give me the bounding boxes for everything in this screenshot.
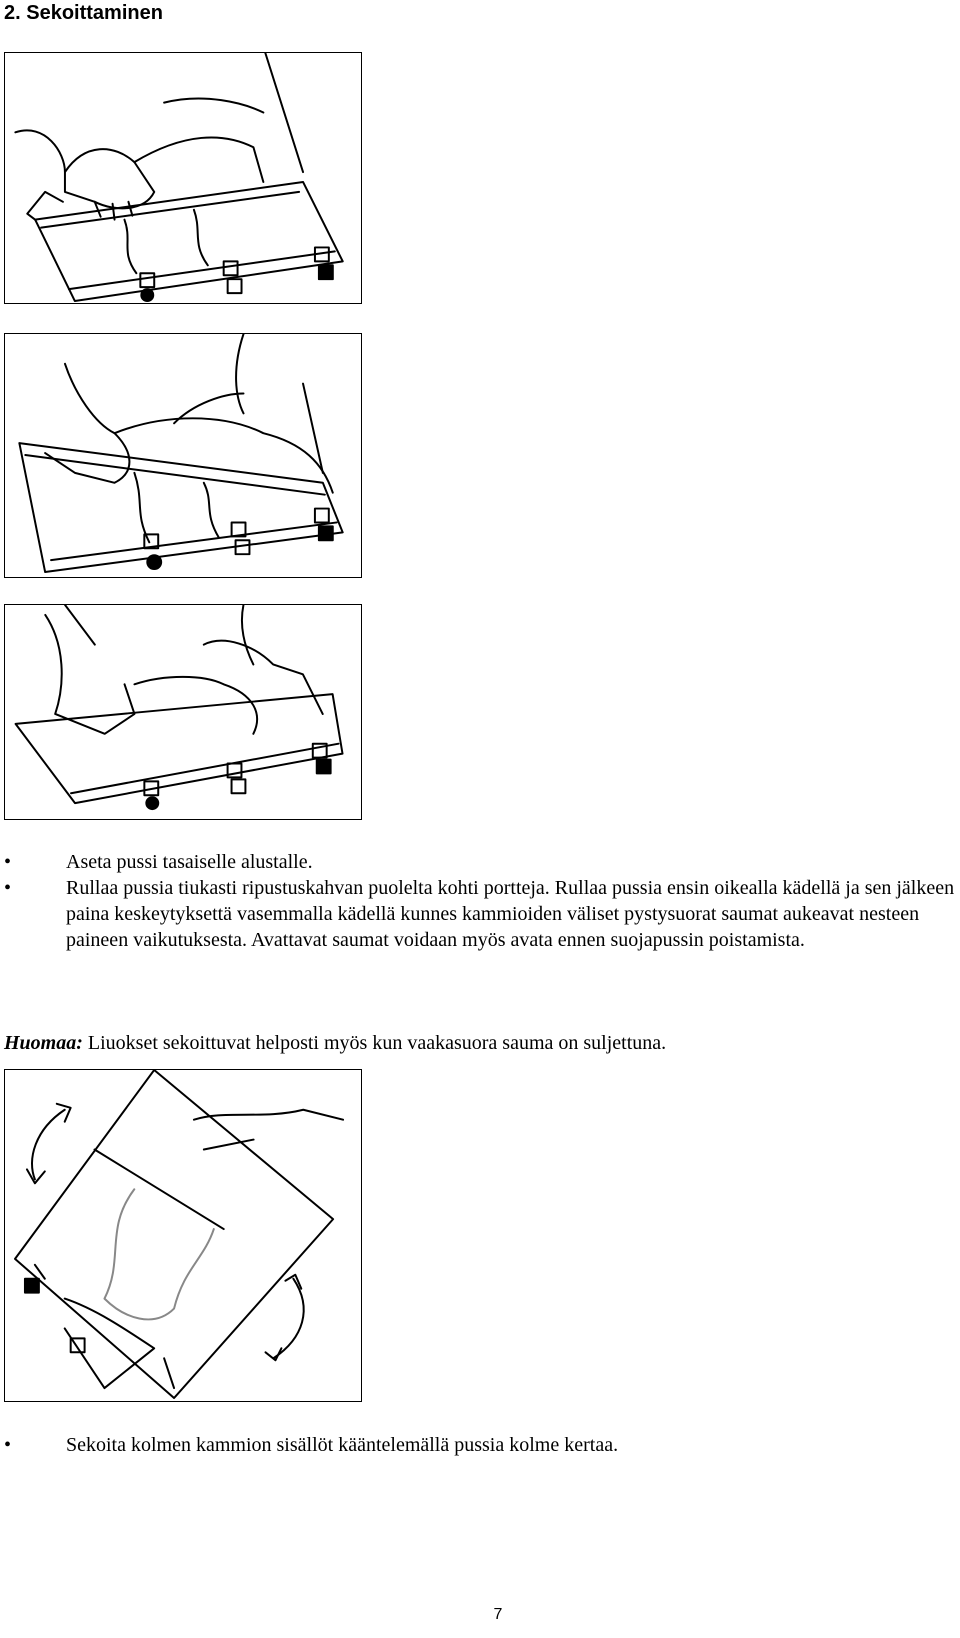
section-heading: 2. Sekoittaminen <box>4 2 163 24</box>
list-item: • Aseta pussi tasaiselle alustalle. <box>4 851 313 873</box>
note-label: Huomaa: <box>4 1032 83 1054</box>
rolling-bag-step2-illustration <box>4 333 362 578</box>
note-paragraph <box>4 1030 954 1056</box>
note-text: Liuokset sekoittuvat helposti myös kun vaakasuora sauma on suljettuna. <box>82 1032 667 1054</box>
inverting-bag-illustration <box>4 1069 362 1402</box>
list-item: • Rullaa pussia tiukasti ripustuskahvan puolelta kohti portteja. Rullaa pussia ensin oikealla kädellä ja sen jälkeen paina keskeytyksettä vasemmalla kädellä kunnes kammioiden väliset pystysuorat saumat aukeavat nesteen paineen vaikutuksesta. Avattavat saumat voidaan myös avata ennen suojapussin poistamista. <box>4 877 955 951</box>
bullet-icon: • <box>4 877 12 899</box>
bullet-icon: • <box>4 1434 12 1456</box>
instruction-list-top <box>0 849 960 953</box>
page-number: 7 <box>493 1606 503 1623</box>
bullet-icon: • <box>4 851 12 873</box>
list-item: • Sekoita kolmen kammion sisällöt kääntelemällä pussia kolme kertaa. <box>4 1434 619 1456</box>
rolling-bag-step3-illustration <box>4 604 362 820</box>
rolling-bag-step1-illustration <box>4 52 362 304</box>
instruction-list-bottom <box>0 1432 960 1458</box>
